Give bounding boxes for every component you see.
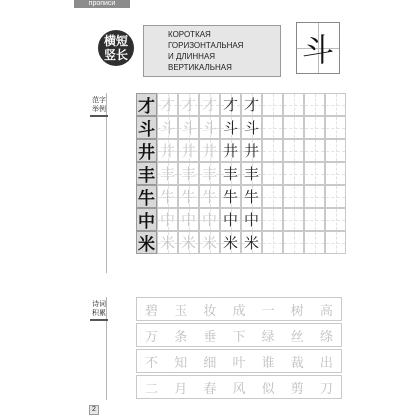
- page-number: 2: [89, 405, 99, 415]
- practice-character: 才: [201, 96, 217, 114]
- practice-character: 丰: [138, 166, 155, 186]
- empty-practice-cell: [325, 139, 346, 162]
- poem-character: 妆: [203, 303, 217, 319]
- poem-line: [136, 349, 342, 373]
- practice-character: 米: [222, 234, 238, 252]
- practice-character: 牛: [180, 188, 196, 206]
- hero-character-box: [296, 22, 340, 74]
- trace-character-cell: [178, 139, 199, 162]
- practice-character: 井: [201, 142, 217, 160]
- practice-character: 牛: [159, 188, 175, 206]
- empty-practice-cell: [283, 231, 304, 254]
- empty-practice-cell: [304, 139, 325, 162]
- sample-character-cell: [220, 208, 241, 231]
- section-tab: прописи: [74, 0, 130, 8]
- practice-character: 中: [138, 212, 155, 232]
- poem-character: 月: [174, 381, 188, 397]
- practice-character: 米: [180, 234, 196, 252]
- practice-character: 井: [243, 142, 259, 160]
- practice-character: 丰: [222, 165, 238, 183]
- empty-practice-cell: [304, 162, 325, 185]
- practice-character: 米: [159, 234, 175, 252]
- practice-character: 中: [159, 211, 175, 229]
- hero-character: 斗: [301, 31, 334, 69]
- poem-character: 碧: [145, 303, 159, 319]
- practice-character: 斗: [180, 119, 196, 137]
- poem-character: 垂: [203, 329, 217, 345]
- topic-line-2: 竖长: [103, 48, 128, 62]
- practice-character: 斗: [222, 119, 238, 137]
- empty-practice-cell: [304, 185, 325, 208]
- practice-character: 丰: [159, 165, 175, 183]
- sample-character-cell: [241, 139, 262, 162]
- trace-character-cell: [157, 116, 178, 139]
- poem-character: 剪: [290, 381, 304, 397]
- poem-label-line-1: 诗词: [92, 300, 106, 308]
- model-character-cell: [136, 208, 157, 231]
- poem-character: 下: [232, 329, 246, 345]
- empty-practice-cell: [325, 231, 346, 254]
- empty-practice-cell: [283, 93, 304, 116]
- practice-character: 中: [180, 211, 196, 229]
- poem-character: 风: [232, 381, 246, 397]
- poem-line: [136, 323, 342, 347]
- trace-character-cell: [199, 93, 220, 116]
- trace-character-cell: [157, 162, 178, 185]
- empty-practice-cell: [325, 208, 346, 231]
- empty-practice-cell: [325, 93, 346, 116]
- empty-practice-cell: [283, 208, 304, 231]
- empty-practice-cell: [325, 162, 346, 185]
- trace-character-cell: [178, 208, 199, 231]
- trace-character-cell: [157, 93, 178, 116]
- trace-character-cell: [199, 139, 220, 162]
- practice-character: 井: [159, 142, 175, 160]
- trace-character-cell: [178, 162, 199, 185]
- poem-character: 春: [203, 381, 217, 397]
- sample-character-cell: [241, 231, 262, 254]
- practice-character: 中: [243, 211, 259, 229]
- practice-character: 牛: [201, 188, 217, 206]
- empty-practice-cell: [262, 162, 283, 185]
- poem-character: 万: [145, 329, 159, 345]
- sample-character-cell: [220, 116, 241, 139]
- practice-character: 斗: [159, 119, 175, 137]
- empty-practice-cell: [262, 93, 283, 116]
- empty-practice-cell: [325, 185, 346, 208]
- examples-label: [90, 96, 108, 117]
- practice-character: 丰: [201, 165, 217, 183]
- sample-character-cell: [241, 162, 262, 185]
- empty-practice-cell: [283, 162, 304, 185]
- trace-character-cell: [199, 231, 220, 254]
- poem-line: [136, 375, 342, 399]
- practice-character: 中: [201, 211, 217, 229]
- empty-practice-cell: [304, 93, 325, 116]
- empty-practice-cell: [304, 231, 325, 254]
- trace-character-cell: [178, 185, 199, 208]
- trace-character-cell: [178, 116, 199, 139]
- poem-character: 条: [174, 329, 188, 345]
- poem-character: 绦: [319, 329, 333, 345]
- empty-practice-cell: [262, 208, 283, 231]
- practice-character: 丰: [180, 165, 196, 183]
- poem-label: [90, 300, 108, 321]
- practice-character: 才: [138, 97, 155, 117]
- topic-badge: [98, 30, 134, 66]
- examples-label-line-1: 范字: [92, 96, 106, 104]
- trace-character-cell: [178, 93, 199, 116]
- practice-character: 才: [159, 96, 175, 114]
- empty-practice-cell: [304, 208, 325, 231]
- empty-practice-cell: [283, 116, 304, 139]
- poem-character: 树: [290, 303, 304, 319]
- poem-character: 细: [203, 355, 217, 371]
- empty-practice-cell: [262, 185, 283, 208]
- practice-character: 米: [138, 235, 155, 255]
- model-character-cell: [136, 231, 157, 254]
- trace-character-cell: [157, 185, 178, 208]
- examples-label-line-2: 举例: [92, 105, 106, 113]
- sample-character-cell: [241, 208, 262, 231]
- practice-character: 丰: [243, 165, 259, 183]
- sample-character-cell: [220, 93, 241, 116]
- empty-practice-cell: [262, 231, 283, 254]
- trace-character-cell: [199, 185, 220, 208]
- practice-character: 井: [222, 142, 238, 160]
- practice-character: 中: [222, 211, 238, 229]
- poem-character: 一: [261, 303, 275, 319]
- practice-character: 牛: [243, 188, 259, 206]
- sample-character-cell: [220, 185, 241, 208]
- description-line-1: КОРОТКАЯ ГОРИЗОНТАЛЬНАЯ: [168, 30, 244, 50]
- model-character-cell: [136, 93, 157, 116]
- model-character-cell: [136, 162, 157, 185]
- trace-character-cell: [199, 162, 220, 185]
- practice-character: 斗: [243, 119, 259, 137]
- poem-character: 绿: [261, 329, 275, 345]
- poem-character: 高: [319, 303, 333, 319]
- empty-practice-cell: [325, 116, 346, 139]
- trace-character-cell: [157, 139, 178, 162]
- practice-character: 牛: [222, 188, 238, 206]
- poem-character: 叶: [232, 355, 246, 371]
- sample-character-cell: [241, 93, 262, 116]
- poem-character: 知: [174, 355, 188, 371]
- poem-character: 刀: [319, 381, 333, 397]
- practice-character: 牛: [138, 189, 155, 209]
- trace-character-cell: [157, 231, 178, 254]
- examples-divider: [106, 93, 107, 273]
- practice-character: 米: [201, 234, 217, 252]
- model-character-cell: [136, 185, 157, 208]
- poem-character: 玉: [174, 303, 188, 319]
- topic-line-1: 横短: [103, 34, 128, 48]
- trace-character-cell: [178, 231, 199, 254]
- practice-character: 斗: [201, 119, 217, 137]
- empty-practice-cell: [283, 185, 304, 208]
- sample-character-cell: [220, 162, 241, 185]
- poem-character: 裁: [290, 355, 304, 371]
- trace-character-cell: [157, 208, 178, 231]
- poem-character: 丝: [290, 329, 304, 345]
- poem-character: 成: [232, 303, 246, 319]
- poem-character: 出: [319, 355, 333, 371]
- practice-character: 米: [243, 234, 259, 252]
- sample-character-cell: [241, 185, 262, 208]
- description-line-2: И ДЛИННАЯ ВЕРТИКАЛЬНАЯ: [168, 52, 232, 72]
- poem-line: [136, 297, 342, 321]
- poem-character: 似: [261, 381, 275, 397]
- empty-practice-cell: [262, 116, 283, 139]
- practice-character: 斗: [138, 120, 155, 140]
- model-character-cell: [136, 116, 157, 139]
- topic-description-box: [143, 25, 281, 77]
- empty-practice-cell: [262, 139, 283, 162]
- practice-character: 才: [180, 96, 196, 114]
- poem-character: 不: [145, 355, 159, 371]
- sample-character-cell: [220, 139, 241, 162]
- practice-character: 才: [222, 96, 238, 114]
- trace-character-cell: [199, 116, 220, 139]
- poem-character: 谁: [261, 355, 275, 371]
- practice-character: 才: [243, 96, 259, 114]
- empty-practice-cell: [304, 116, 325, 139]
- model-character-cell: [136, 139, 157, 162]
- poem-label-line-2: 积累: [92, 309, 106, 317]
- sample-character-cell: [220, 231, 241, 254]
- practice-character: 井: [180, 142, 196, 160]
- sample-character-cell: [241, 116, 262, 139]
- practice-character: 井: [138, 143, 155, 163]
- poem-character: 二: [145, 381, 159, 397]
- poem-grid: [136, 297, 342, 400]
- empty-practice-cell: [283, 139, 304, 162]
- trace-character-cell: [199, 208, 220, 231]
